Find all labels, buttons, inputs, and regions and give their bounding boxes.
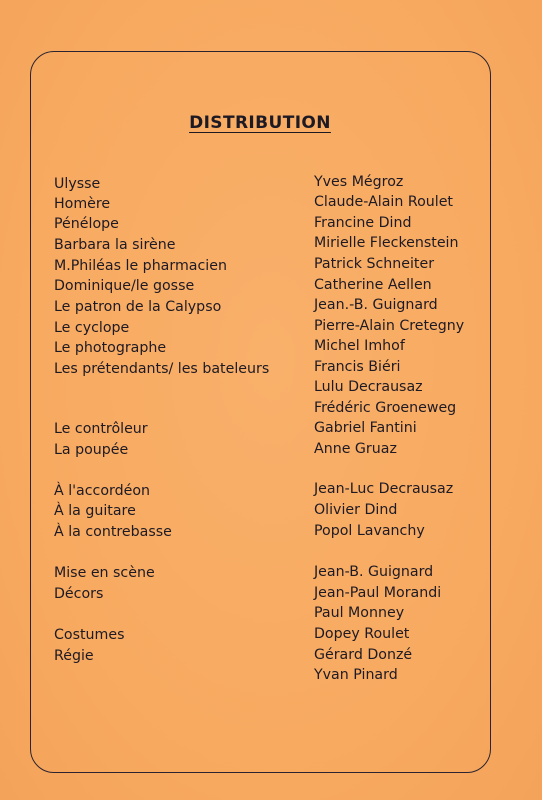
role-label: Les prétendants/ les bateleurs [54, 361, 270, 377]
role-label: Régie [54, 648, 94, 664]
role-label: Le cyclope [54, 320, 130, 336]
role-label: Le photographe [54, 340, 167, 356]
role-label: Homère [54, 196, 111, 212]
role-label: Costumes [54, 627, 125, 643]
actor-name: Jean-Paul Morandi [314, 585, 442, 601]
role-label: À la guitare [54, 503, 136, 519]
actor-name: Dopey Roulet [314, 626, 410, 642]
actor-name: Patrick Schneiter [314, 256, 435, 272]
actor-name: Anne Gruaz [314, 441, 397, 457]
role-label: Pénélope [54, 216, 119, 232]
role-label: Ulysse [54, 176, 101, 192]
role-label: À la contrebasse [54, 524, 172, 540]
actor-name: Catherine Aellen [314, 277, 432, 293]
role-label: Barbara la sirène [54, 237, 176, 253]
role-label: M.Philéas le pharmacien [54, 258, 227, 274]
actor-name: Popol Lavanchy [314, 523, 425, 539]
actor-name: Jean-B. Guignard [314, 564, 434, 580]
actor-name: Gabriel Fantini [314, 420, 417, 436]
actor-name: Olivier Dind [314, 502, 398, 518]
role-label: Décors [54, 586, 104, 602]
role-label: La poupée [54, 442, 129, 458]
actor-name: Paul Monney [314, 605, 405, 621]
actor-name: Francine Dind [314, 215, 412, 231]
role-label: Le contrôleur [54, 421, 148, 437]
actor-name: Yves Mégroz [314, 174, 404, 190]
actor-name: Pierre-Alain Cretegny [314, 318, 465, 334]
actor-name: Frédéric Groeneweg [314, 400, 457, 416]
role-label: Mise en scène [54, 565, 155, 581]
role-label: À l'accordéon [54, 483, 151, 499]
role-label: Le patron de la Calypso [54, 299, 222, 315]
actor-name: Lulu Decrausaz [314, 379, 423, 395]
actor-name: Yvan Pinard [314, 667, 398, 683]
actor-name: Mirielle Fleckenstein [314, 235, 459, 251]
actor-name: Jean-Luc Decrausaz [314, 481, 454, 497]
actor-name: Gérard Donzé [314, 647, 413, 663]
role-label: Dominique/le gosse [54, 278, 195, 294]
actor-name: Jean.-B. Guignard [314, 297, 438, 313]
actor-name: Francis Biéri [314, 359, 401, 375]
actor-name: Claude-Alain Roulet [314, 194, 453, 210]
actor-name: Michel Imhof [314, 338, 405, 354]
page-title: DISTRIBUTION [189, 113, 331, 133]
